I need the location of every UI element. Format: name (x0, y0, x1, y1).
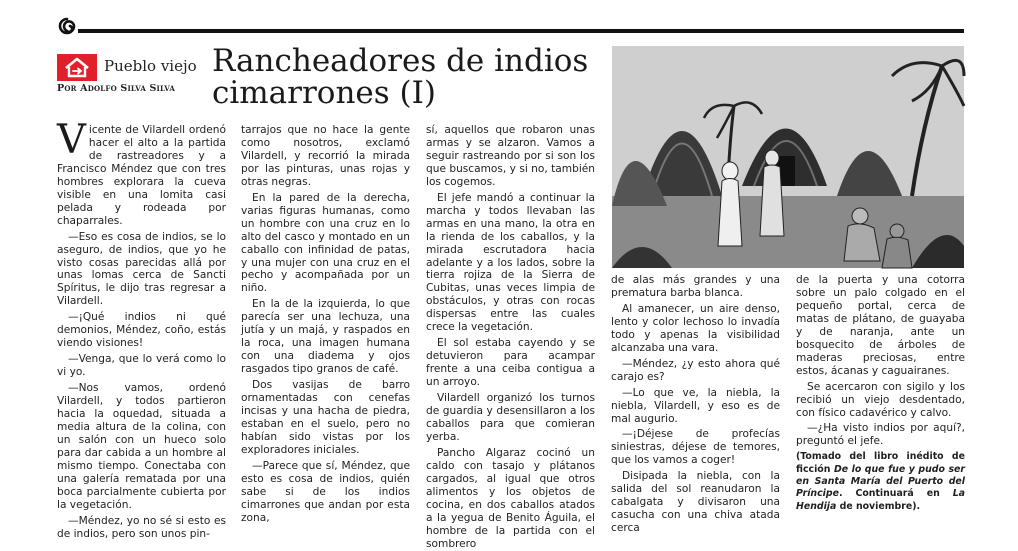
paragraph: —Lo que ve, la niebla, la niebla, Vilardell, y eso es de mal augurio. (611, 386, 780, 425)
paragraph: tarrajos que no hace la gente como nosotros, exclamó Vilardell, y recorrió la mirada por las pinturas, unas rojas y otras negras. (241, 124, 410, 188)
headline (212, 45, 612, 109)
paragraph: de alas más grandes y una prematura barba blanca. (611, 274, 780, 299)
headline-line-2: cimarrones (I) (212, 75, 436, 111)
paragraph: —¿Ha visto indios por aquí?, preguntó el jefe. (796, 422, 965, 448)
paragraph: —Nos vamos, ordenó Vilardell, y todos partieron hacia la oquedad, situada a media altura de la colina, con un salón con un hueco solo para dar cabida a un hombre al mismo tiempo. Conectaba con una galería rematada por una boca parcialmente cubierta por la vegetación. (57, 382, 226, 511)
illustration-indigenous-village (612, 46, 964, 268)
paragraph: Disipada la niebla, con la salida del sol reanudaron la cabalgata y divisaron una casucha con una chiva atada cerca (611, 470, 780, 535)
paragraph: Vilardell organizó los turnos de guardia y desensillaron a los caballos para que comieran yerba. (426, 392, 595, 443)
paragraph: —¡Déjese de profecías siniestras, déjese de temores, que los vamos a coger! (611, 428, 780, 467)
paragraph: El jefe mandó a continuar la marcha y todos llevaban las armas en una mano, la otra en la rienda de los caballos, y la mirada escrutadora hacia adelante y a los lados, sobre la tierra rojiza de la Sierra de Cubitas, unas veces limpia de obstáculos, y otras con rocas dispersas entre las cuales crece la vegetación. (426, 191, 595, 334)
article-column-1 (57, 117, 226, 540)
paragraph: Se acercaron con sigilo y los recibió un viejo desdentado, con físico cadavérico y calvo. (796, 380, 965, 419)
article-column-5 (796, 274, 965, 528)
paragraph: En la de la izquierda, lo que parecía ser una lechuza, una jutía y un majá, y raspados en la roca, una imagen humana con una diadema y ojos rasgados tipo granos de café. (241, 298, 410, 376)
section-name: Pueblo viejo (104, 57, 197, 75)
article-column-2 (241, 124, 410, 528)
paragraph: —Méndez, ¿y esto ahora qué carajo es? (611, 357, 780, 383)
paragraph: de la puerta y una cotorra sobre un palo colgado en el pequeño portal, cerca de matas de plátano, de guayaba y de naranja, ante un bosquecito de árboles de maderas preciosas, entre estos, ácanas y caguairanes. (796, 274, 965, 377)
article-column-4 (611, 274, 780, 535)
article-column-3 (426, 124, 595, 550)
paragraph: El sol estaba cayendo y se detuvieron para acampar frente a una ceiba contigua a un arroyo. (426, 337, 595, 389)
paragraph: Dos vasijas de barro ornamentadas con cenefas incisas y una hacha de piedra, estaban en el suelo, pero no habían sido vistas por los exploradores iniciales. (241, 379, 410, 456)
swirl-icon (56, 15, 78, 37)
house-arrow-icon (57, 54, 97, 81)
paragraph: Pancho Algaraz cocinó un caldo con tasajo y plátanos cargados, al igual que otros alimentos y los objetos de cocina, en dos caballos atados a la yegua de Benito Águila, el hombre de la partida con el sombrero (426, 446, 595, 550)
headline-line-1: Rancheadores de indios (212, 43, 589, 79)
drop-cap: V (57, 117, 86, 163)
byline: Por Adolfo Silva Silva (57, 83, 175, 94)
paragraph: —Venga, que lo verá como lo vi yo. (57, 353, 226, 379)
paragraph: En la pared de la derecha, varias figuras humanas, como un hombre con una cruz en lo alto del casco y montado en un caballo con infinidad de patas, y una mujer con una cruz en el pecho y acompañada por un niño. (241, 191, 410, 295)
paragraph: Al amanecer, un aire denso, lento y color lechoso lo invadía todo y apenas la visibilidad alcanzaba una vara. (611, 302, 780, 354)
paragraph: —¡Qué indios ni qué demonios, Méndez, coño, estás viendo visiones! (57, 311, 226, 350)
paragraph: sí, aquellos que robaron unas armas y se alzaron. Vamos a seguir rastreando por si son los que buscamos, y si no, también los cogemos. (426, 124, 595, 188)
paragraph: —Méndez, yo no sé si esto es de indios, pero son unos pin- (57, 514, 226, 540)
top-rule (78, 29, 964, 33)
paragraph: —Eso es cosa de indios, se lo aseguro, de indios, que yo he visto cosas parecidas allá por unas lomas cerca de Sancti Spíritus, le dijo tras regresar a Vilardell. (57, 230, 226, 308)
paragraph: Vicente de Vilardell ordenó hacer el alto a la partida de rastreadores y a Francisco Méndez que con tres hombres explorara la cueva visible en una lomita casi pelada y rodeada por chaparrales. (57, 117, 226, 227)
source-note: (Tomado del libro inédito de ficción De lo que fue y pudo ser en Santa María del Puerto del Príncipe. Continuará en La Hendija de noviembre). (796, 451, 965, 512)
paragraph: —Parece que sí, Méndez, que esto es cosa de indios, quién sabe si de los indios cimarrones que andan por esta zona, (241, 459, 410, 524)
